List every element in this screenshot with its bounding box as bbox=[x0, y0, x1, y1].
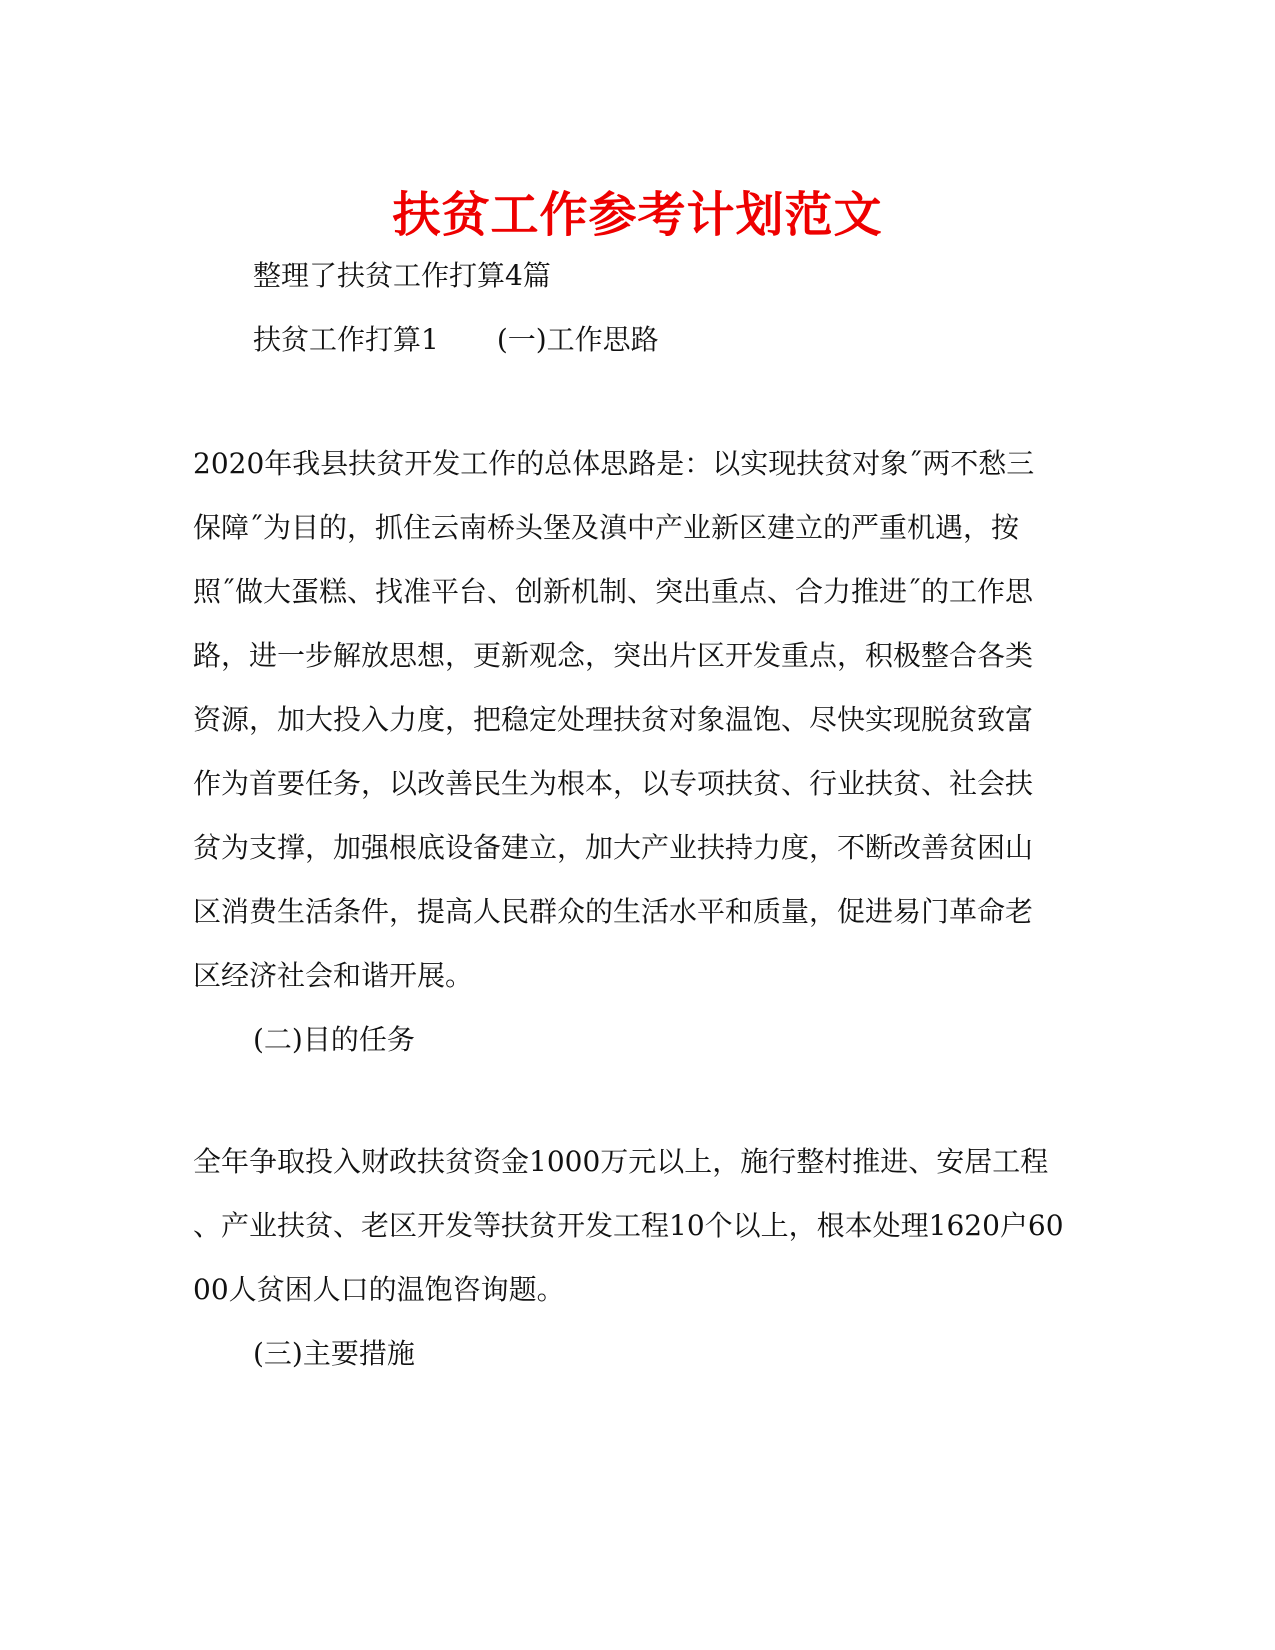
section1-line: 资源，加大投入力度，把稳定处理扶贫对象温饱、尽快实现脱贫致富 bbox=[193, 703, 1034, 736]
plan1-label: 扶贫工作打算1 bbox=[253, 323, 439, 356]
section1-line: 贫为支撑，加强根底设备建立，加大产业扶持力度，不断改善贫困山 bbox=[193, 831, 1034, 864]
section1-line: 作为首要任务，以改善民生为根本，以专项扶贫、行业扶贫、社会扶 bbox=[193, 767, 1034, 800]
section1-line: 区消费生活条件，提高人民群众的生活水平和质量，促进易门革命老 bbox=[193, 895, 1034, 928]
section2-line: 全年争取投入财政扶贫资金1000万元以上，施行整村推进、安居工程 bbox=[193, 1145, 1049, 1178]
intro-line: 整理了扶贫工作打算4篇 bbox=[253, 259, 551, 292]
section2-line: 、产业扶贫、老区开发等扶贫开发工程10个以上，根本处理1620户60 bbox=[193, 1209, 1064, 1242]
section3-heading: (三)主要措施 bbox=[253, 1337, 415, 1370]
document-title: 扶贫工作参考计划范文 bbox=[392, 187, 883, 243]
section2-line: 00人贫困人口的温饱咨询题。 bbox=[193, 1273, 565, 1306]
section1-line: 路，进一步解放思想，更新观念，突出片区开发重点，积极整合各类 bbox=[193, 639, 1034, 672]
plan1-line bbox=[253, 318, 659, 358]
section1-heading: (一)工作思路 bbox=[496, 323, 659, 356]
section1-line: 区经济社会和谐开展。 bbox=[193, 959, 474, 992]
section1-line: 2020年我县扶贫开发工作的总体思路是：以实现扶贫对象˝两不愁三 bbox=[193, 447, 1035, 480]
section2-heading: (二)目的任务 bbox=[253, 1023, 415, 1056]
section1-line: 保障˝为目的，抓住云南桥头堡及滇中产业新区建立的严重机遇，按 bbox=[193, 511, 1020, 544]
section1-line: 照˝做大蛋糕、找准平台、创新机制、突出重点、合力推进˝的工作思 bbox=[193, 575, 1034, 608]
